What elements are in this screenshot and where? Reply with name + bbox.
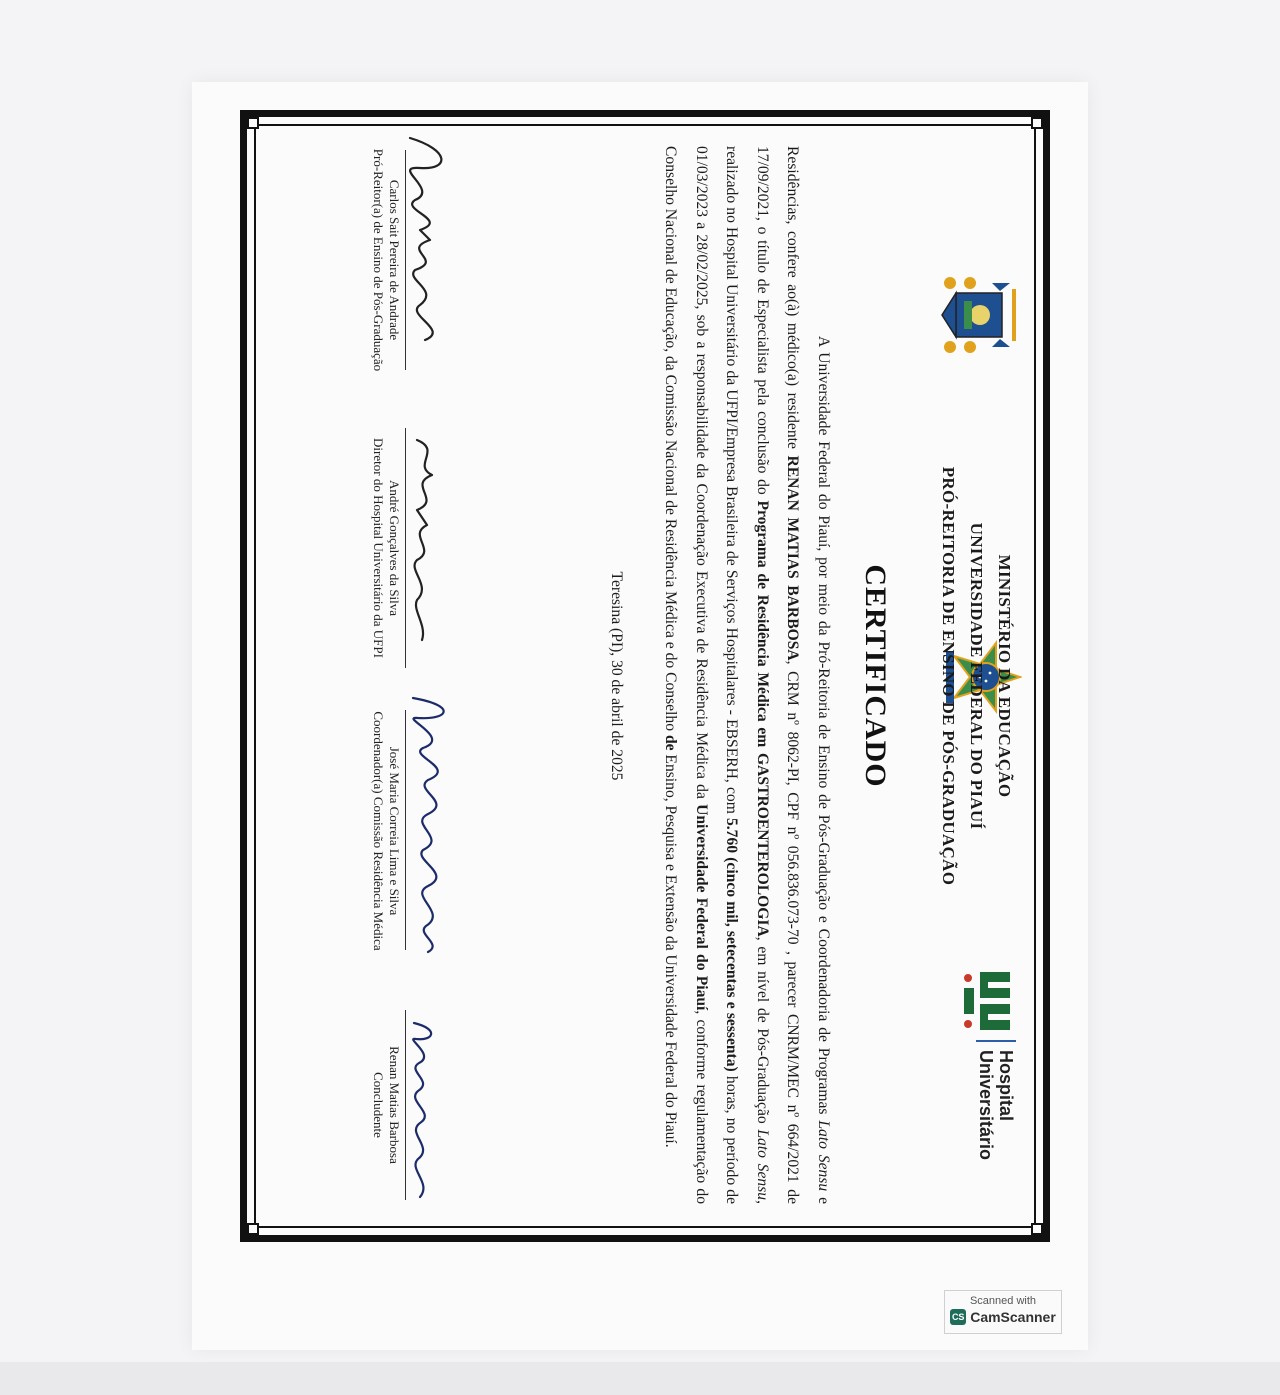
hospital-logo-line2: Universitário (976, 1050, 996, 1161)
bottom-strip (0, 1362, 1280, 1395)
signature-role: Pró-Reitor(a) de Ensino de Pós-Graduação (371, 148, 386, 372)
hospital-universitario-logo-icon (956, 966, 1016, 1036)
body-lato-sensu: Lato Sensu (754, 1129, 771, 1201)
certificate-body (655, 146, 838, 1204)
body-text-part: , realizado no Hospital Universitário da UFPI/Empresa Brasileira de Serviços Hospitalares - EBSERH, com (723, 146, 771, 1204)
body-text-part: Ensino, Pesquisa e Extensão da Universidade Federal do Piauí. (662, 750, 680, 1148)
signature-block-jose (370, 700, 402, 962)
certificate (240, 110, 1050, 1242)
camscanner-line2: CamScanner (970, 1309, 1056, 1325)
body-text-part: , conforme regulamentação do Conselho Nacional de Educação, da Comissão Nacional de Residência Médica e do Conselho (662, 146, 710, 1205)
camscanner-line2-row (945, 1309, 1061, 1325)
signature-name: José Maria Correia Lima e Silva (387, 746, 402, 916)
body-de: de (662, 734, 680, 751)
signature-name: Renan Matias Barbosa (387, 1046, 402, 1164)
frame-corner (247, 1223, 259, 1235)
camscanner-watermark (944, 1290, 1062, 1334)
signature-role: Diretor do Hospital Universitário da UFPI (371, 438, 386, 658)
frame-corner (1031, 1223, 1043, 1235)
certificate-title: CERTIFICADO (859, 564, 892, 788)
frame-corner (247, 117, 259, 129)
body-text-part: horas, no período de 01/03/2023 a 28/02/2025, sob a responsabilidade da Coordenação Executiva de Residência Médica da (693, 146, 741, 1204)
signature-name: Carlos Sait Pereira de Andrade (387, 179, 402, 341)
frame-corner (1031, 117, 1043, 129)
body-paragraph (655, 146, 838, 1204)
body-text-part: , em nível de Pós-Graduação (754, 936, 771, 1130)
camscanner-logo-icon: CS (950, 1309, 966, 1325)
signature-block-carlos (370, 140, 402, 380)
camscanner-line1: Scanned with (969, 1295, 1037, 1307)
hospital-logo-line1: Hospital (996, 1050, 1016, 1122)
body-resident-name: RENAN MATIAS BARBOSA (784, 455, 802, 661)
header-ministry: MINISTÉRIO DA EDUCAÇÃO (995, 554, 1014, 798)
signature-renan (394, 1015, 454, 1205)
signature-role: Concludente (371, 1072, 386, 1138)
signature-name: André Gonçalves da Silva (387, 479, 402, 617)
header-university: UNIVERSIDADE FEDERAL DO PIAUÍ (967, 522, 986, 830)
body-university: Universidade Federal do Piauí (693, 804, 710, 1011)
signature-role: Coordenador(a) Comissão Residência Médica (371, 711, 386, 951)
body-lato-sensu: Lato Sensu (815, 1120, 832, 1192)
body-hours: 5.760 (cinco mil, setecentas e sessenta) (723, 817, 741, 1072)
hospital-logo-text (976, 1040, 1016, 1160)
body-text-part: e Residências, confere ao(à) médico(a) residente (784, 146, 832, 1204)
body-program-name: Programa de Residência Médica em GASTROENTEROLOGIA (754, 500, 771, 937)
date-line: Teresina (PI), 30 de abril de 2025 (608, 571, 625, 781)
signature-block-renan (370, 1005, 402, 1205)
signature-block-andre (370, 418, 402, 678)
body-text-part: A Universidade Federal do Piauí, por meio da Pró-Reitoria de Ensino de Pós-Graduação e Coordenadoria de Programas (815, 336, 832, 1121)
header-office: PRÓ-REITORIA DE ENSINO DE PÓS-GRADUAÇÃO (939, 466, 958, 886)
body-text-part: , CRM nº 8062-PI, CPF nº 056.836.073-70 , parecer CNRM/MEC nº 664/2021 de 17/09/2021, o título de Especialista pela conclusão do (754, 146, 802, 1205)
